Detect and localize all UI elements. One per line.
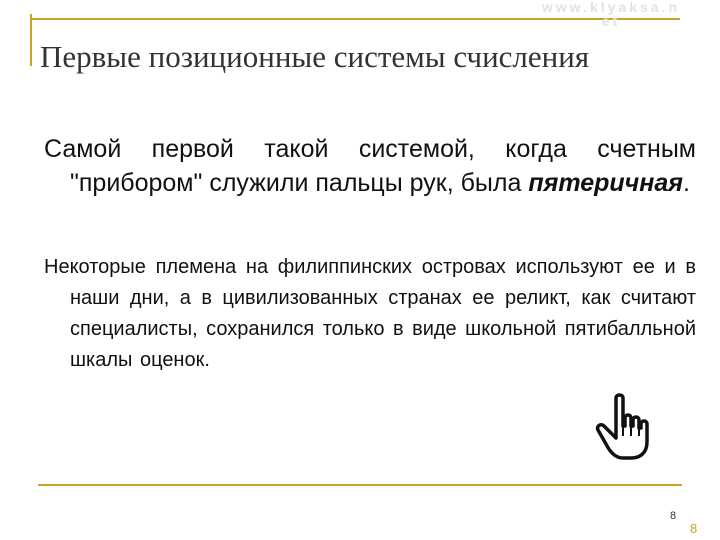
- watermark: [542, 0, 680, 28]
- paragraph-1-emphasis: пятеричная: [528, 169, 683, 197]
- bottom-rule: [38, 484, 682, 486]
- top-left-vertical-rule: [30, 14, 32, 66]
- paragraph-2: Некоторые племена на филиппинских островах используют ее и в наши дни, а в цивилизованных странах ее реликт, как считают специалисты, сохранился только в виде школьной пятибалльной шкалы оценок.: [44, 256, 696, 371]
- pointing-hand-icon[interactable]: [594, 392, 658, 464]
- page-number: 8: [690, 521, 698, 536]
- watermark-line2: et: [601, 13, 621, 29]
- paragraph-1-text: Самой первой такой системой, когда счетным "прибором" служили пальцы рук, была: [44, 135, 696, 197]
- paragraph-1: [44, 132, 696, 200]
- paragraph-1-end: .: [682, 169, 690, 197]
- slide-title: Первые позиционные системы счисления: [40, 39, 590, 74]
- page-number-small: 8: [670, 510, 677, 522]
- watermark-line1: www.klyaksa.n: [541, 0, 680, 15]
